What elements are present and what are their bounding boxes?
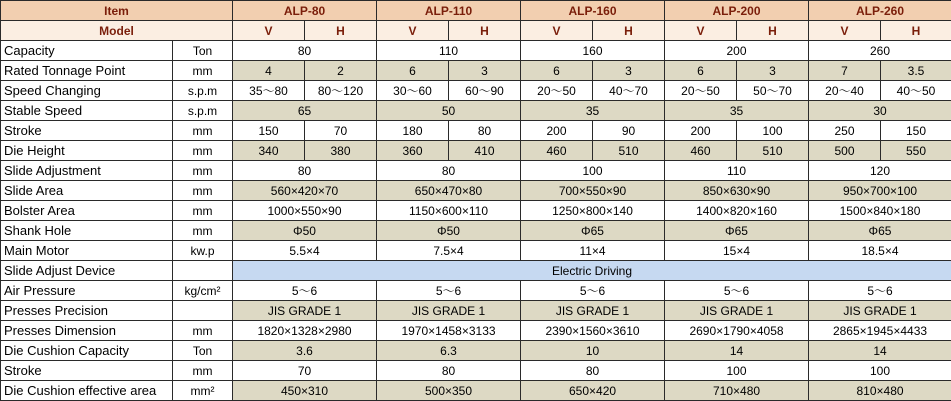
row-unit: mm	[173, 321, 233, 341]
v-header: V	[809, 21, 881, 41]
value-cell: 450×310	[233, 381, 377, 401]
value-cell: 500	[809, 141, 881, 161]
value-cell: 810×480	[809, 381, 951, 401]
value-cell: 510	[593, 141, 665, 161]
value-cell: 50	[377, 101, 521, 121]
value-cell: 200	[665, 121, 737, 141]
value-cell: 950×700×100	[809, 181, 951, 201]
row-unit: Ton	[173, 341, 233, 361]
table-row	[1, 181, 951, 201]
value-cell: 35	[665, 101, 809, 121]
row-label: Bolster Area	[1, 201, 173, 221]
h-header: H	[593, 21, 665, 41]
value-cell: 65	[233, 101, 377, 121]
item-header: Item	[1, 1, 233, 21]
table-row	[1, 301, 951, 321]
header-row-item	[1, 1, 951, 21]
value-cell: JIS GRADE 1	[233, 301, 377, 321]
value-cell: 1000×550×90	[233, 201, 377, 221]
row-unit	[173, 261, 233, 281]
row-label: Slide Adjust Device	[1, 261, 173, 281]
value-cell: 20～50	[521, 81, 593, 101]
row-label: Stroke	[1, 361, 173, 381]
value-cell: 6	[521, 61, 593, 81]
table-row	[1, 41, 951, 61]
value-cell: 110	[377, 41, 521, 61]
v-header: V	[233, 21, 305, 41]
value-cell: 3	[593, 61, 665, 81]
value-cell: 30	[809, 101, 951, 121]
value-cell: Electric Driving	[233, 261, 951, 281]
row-unit: kg/cm²	[173, 281, 233, 301]
row-label: Presses Precision	[1, 301, 173, 321]
value-cell: 1250×800×140	[521, 201, 665, 221]
value-cell: 100	[521, 161, 665, 181]
value-cell: Φ50	[377, 221, 521, 241]
value-cell: 100	[665, 361, 809, 381]
row-unit: mm	[173, 221, 233, 241]
value-cell: 360	[377, 141, 449, 161]
value-cell: 20～40	[809, 81, 881, 101]
value-cell: 70	[305, 121, 377, 141]
table-row	[1, 161, 951, 181]
row-label: Die Cushion Capacity	[1, 341, 173, 361]
value-cell: 7	[809, 61, 881, 81]
value-cell: 2865×1945×4433	[809, 321, 951, 341]
row-label: Shank Hole	[1, 221, 173, 241]
table-row	[1, 321, 951, 341]
value-cell: 18.5×4	[809, 241, 951, 261]
value-cell: 650×420	[521, 381, 665, 401]
value-cell: JIS GRADE 1	[521, 301, 665, 321]
value-cell: 4	[233, 61, 305, 81]
row-label: Presses Dimension	[1, 321, 173, 341]
value-cell: 6	[377, 61, 449, 81]
value-cell: Φ65	[665, 221, 809, 241]
value-cell: 40～50	[881, 81, 951, 101]
value-cell: 5～6	[809, 281, 951, 301]
table-row	[1, 141, 951, 161]
value-cell: 460	[521, 141, 593, 161]
value-cell: 35	[521, 101, 665, 121]
value-cell: 2	[305, 61, 377, 81]
model-header-alp-260: ALP-260	[809, 1, 951, 21]
value-cell: 260	[809, 41, 951, 61]
model-header-alp-200: ALP-200	[665, 1, 809, 21]
row-label: Stroke	[1, 121, 173, 141]
value-cell: 7.5×4	[377, 241, 521, 261]
value-cell: 6	[665, 61, 737, 81]
value-cell: 1970×1458×3133	[377, 321, 521, 341]
table-row	[1, 121, 951, 141]
value-cell: 100	[809, 361, 951, 381]
value-cell: 510	[737, 141, 809, 161]
value-cell: 150	[233, 121, 305, 141]
value-cell: 500×350	[377, 381, 521, 401]
row-label: Air Pressure	[1, 281, 173, 301]
value-cell: 150	[881, 121, 951, 141]
value-cell: 80	[449, 121, 521, 141]
value-cell: 200	[521, 121, 593, 141]
value-cell: 850×630×90	[665, 181, 809, 201]
row-unit: s.p.m	[173, 81, 233, 101]
table-row	[1, 81, 951, 101]
row-label: Die Height	[1, 141, 173, 161]
row-label: Slide Area	[1, 181, 173, 201]
value-cell: JIS GRADE 1	[377, 301, 521, 321]
row-unit: mm²	[173, 381, 233, 401]
table-row	[1, 201, 951, 221]
table-row	[1, 261, 951, 281]
value-cell: Φ65	[809, 221, 951, 241]
value-cell: 30～60	[377, 81, 449, 101]
row-unit	[173, 301, 233, 321]
table-row	[1, 341, 951, 361]
value-cell: 80～120	[305, 81, 377, 101]
h-header: H	[449, 21, 521, 41]
value-cell: Φ50	[233, 221, 377, 241]
value-cell: 1820×1328×2980	[233, 321, 377, 341]
value-cell: 80	[377, 361, 521, 381]
value-cell: 340	[233, 141, 305, 161]
value-cell: 2690×1790×4058	[665, 321, 809, 341]
value-cell: 14	[665, 341, 809, 361]
value-cell: 40～70	[593, 81, 665, 101]
value-cell: 160	[521, 41, 665, 61]
value-cell: 3	[449, 61, 521, 81]
value-cell: 1400×820×160	[665, 201, 809, 221]
value-cell: 90	[593, 121, 665, 141]
table-row	[1, 61, 951, 81]
value-cell: 120	[809, 161, 951, 181]
value-cell: 80	[233, 41, 377, 61]
value-cell: 1500×840×180	[809, 201, 951, 221]
value-cell: 80	[377, 161, 521, 181]
row-unit: s.p.m	[173, 101, 233, 121]
model-header-alp-110: ALP-110	[377, 1, 521, 21]
value-cell: 700×550×90	[521, 181, 665, 201]
row-label: Speed Changing	[1, 81, 173, 101]
spec-table-body	[1, 1, 951, 401]
row-label: Main Motor	[1, 241, 173, 261]
value-cell: 80	[233, 161, 377, 181]
row-unit: Ton	[173, 41, 233, 61]
value-cell: 5～6	[233, 281, 377, 301]
value-cell: 5～6	[377, 281, 521, 301]
header-row-model	[1, 21, 951, 41]
value-cell: 60～90	[449, 81, 521, 101]
row-unit: mm	[173, 161, 233, 181]
value-cell: 5.5×4	[233, 241, 377, 261]
value-cell: 3.6	[233, 341, 377, 361]
value-cell: 50～70	[737, 81, 809, 101]
table-row	[1, 381, 951, 401]
table-row	[1, 221, 951, 241]
value-cell: 550	[881, 141, 951, 161]
value-cell: 20～50	[665, 81, 737, 101]
value-cell: 560×420×70	[233, 181, 377, 201]
value-cell: 380	[305, 141, 377, 161]
value-cell: 5～6	[665, 281, 809, 301]
model-header-alp-80: ALP-80	[233, 1, 377, 21]
value-cell: 460	[665, 141, 737, 161]
value-cell: 200	[665, 41, 809, 61]
v-header: V	[377, 21, 449, 41]
row-label: Capacity	[1, 41, 173, 61]
value-cell: 80	[521, 361, 665, 381]
value-cell: 35～80	[233, 81, 305, 101]
value-cell: JIS GRADE 1	[809, 301, 951, 321]
value-cell: 5～6	[521, 281, 665, 301]
row-label: Slide Adjustment	[1, 161, 173, 181]
value-cell: 710×480	[665, 381, 809, 401]
v-header: V	[665, 21, 737, 41]
value-cell: 15×4	[665, 241, 809, 261]
value-cell: 650×470×80	[377, 181, 521, 201]
row-label: Die Cushion effective area	[1, 381, 173, 401]
value-cell: Φ65	[521, 221, 665, 241]
value-cell: 10	[521, 341, 665, 361]
value-cell: 3	[737, 61, 809, 81]
v-header: V	[521, 21, 593, 41]
row-unit: mm	[173, 181, 233, 201]
value-cell: JIS GRADE 1	[665, 301, 809, 321]
row-unit: mm	[173, 361, 233, 381]
row-label: Stable Speed	[1, 101, 173, 121]
value-cell: 11×4	[521, 241, 665, 261]
h-header: H	[737, 21, 809, 41]
value-cell: 14	[809, 341, 951, 361]
table-row	[1, 241, 951, 261]
row-unit: mm	[173, 121, 233, 141]
row-label: Rated Tonnage Point	[1, 61, 173, 81]
h-header: H	[881, 21, 951, 41]
value-cell: 70	[233, 361, 377, 381]
model-header-alp-160: ALP-160	[521, 1, 665, 21]
value-cell: 100	[737, 121, 809, 141]
table-row	[1, 281, 951, 301]
h-header: H	[305, 21, 377, 41]
value-cell: 2390×1560×3610	[521, 321, 665, 341]
value-cell: 250	[809, 121, 881, 141]
value-cell: 1150×600×110	[377, 201, 521, 221]
row-unit: kw.p	[173, 241, 233, 261]
row-unit: mm	[173, 61, 233, 81]
value-cell: 6.3	[377, 341, 521, 361]
table-row	[1, 101, 951, 121]
value-cell: 110	[665, 161, 809, 181]
model-header: Model	[1, 21, 233, 41]
value-cell: 180	[377, 121, 449, 141]
value-cell: 3.5	[881, 61, 951, 81]
row-unit: mm	[173, 141, 233, 161]
table-row	[1, 361, 951, 381]
value-cell: 410	[449, 141, 521, 161]
row-unit: mm	[173, 201, 233, 221]
